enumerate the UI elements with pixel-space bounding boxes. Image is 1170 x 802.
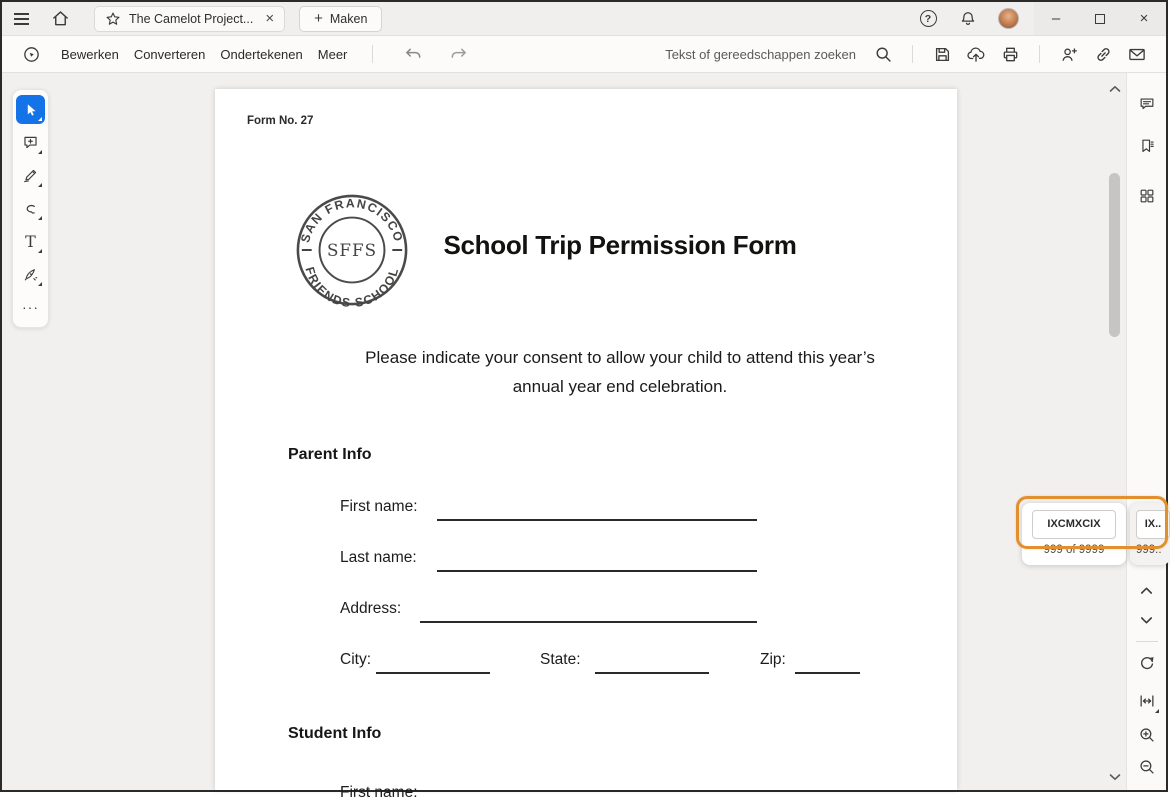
envelope-icon xyxy=(1127,45,1147,64)
more-tools-button[interactable] xyxy=(16,293,45,322)
zip-blank-line[interactable] xyxy=(795,672,860,674)
right-sidebar xyxy=(1126,73,1166,790)
first-name-blank-line[interactable] xyxy=(437,519,757,521)
undo-icon xyxy=(404,46,423,63)
link-icon xyxy=(1094,45,1113,64)
document-canvas xyxy=(2,73,1166,801)
city-label: City: xyxy=(340,651,371,668)
pen-nib-icon xyxy=(22,266,39,283)
zoom-in-icon xyxy=(1138,726,1156,744)
last-name-label: Last name: xyxy=(340,549,417,566)
grid-icon xyxy=(1138,187,1156,205)
student-info-heading: Student Info xyxy=(288,725,382,742)
previous-page-button[interactable] xyxy=(1132,575,1162,605)
chevron-down-icon xyxy=(1109,773,1121,781)
intro-line-1: Please indicate your consent to allow your child to attend this year’s xyxy=(365,348,875,367)
logo-top-text: SAN FRANCISCO xyxy=(298,196,406,245)
state-blank-line[interactable] xyxy=(595,672,709,674)
share-link-button[interactable] xyxy=(1088,41,1118,67)
intro-text xyxy=(275,343,965,401)
fill-sign-tool-button[interactable] xyxy=(16,260,45,289)
draw-tool-button[interactable] xyxy=(16,161,45,190)
comments-panel-button[interactable] xyxy=(1132,89,1162,119)
new-tab-label: Maken xyxy=(329,11,368,26)
scrollbar-thumb[interactable] xyxy=(1109,173,1120,337)
title-bar xyxy=(2,2,1166,36)
undo-button[interactable] xyxy=(398,41,428,67)
window-controls xyxy=(1034,2,1166,35)
comment-tool-button[interactable] xyxy=(16,128,45,157)
cloud-upload-icon xyxy=(966,45,986,64)
rotate-page-button[interactable] xyxy=(1132,648,1162,678)
hamburger-menu-icon[interactable] xyxy=(2,13,40,25)
menu-converteren[interactable]: Converteren xyxy=(133,46,206,62)
save-button[interactable] xyxy=(927,41,957,67)
zip-label: Zip: xyxy=(760,651,786,668)
quick-tools-palette xyxy=(12,89,49,328)
upload-cloud-button[interactable] xyxy=(961,41,991,67)
save-icon xyxy=(933,45,952,64)
close-button[interactable]: × xyxy=(1139,10,1149,27)
maximize-icon xyxy=(1095,14,1105,24)
divider xyxy=(372,45,373,63)
page-count-label-truncated: 999.. xyxy=(1136,544,1162,556)
add-text-tool-button[interactable] xyxy=(16,227,45,256)
fit-width-button[interactable] xyxy=(1132,686,1162,716)
menu-bewerken[interactable]: Bewerken xyxy=(61,46,119,62)
select-tool-button[interactable] xyxy=(16,95,45,124)
bookmarks-panel-button[interactable] xyxy=(1132,131,1162,161)
printer-icon xyxy=(1001,45,1020,64)
zoom-out-button[interactable] xyxy=(1132,752,1162,782)
divider xyxy=(912,45,913,63)
intro-line-2: annual year end celebration. xyxy=(512,377,728,396)
lasso-icon xyxy=(22,200,39,217)
assistant-icon xyxy=(22,45,41,64)
page-number-input-truncated[interactable]: IX.. xyxy=(1136,510,1170,539)
divider xyxy=(1136,641,1158,642)
tab-close-icon[interactable]: × xyxy=(265,10,275,27)
logo-center-text: SFFS xyxy=(327,239,377,260)
pencil-icon xyxy=(22,167,39,184)
vertical-scrollbar[interactable] xyxy=(1105,73,1125,790)
email-button[interactable] xyxy=(1122,41,1152,67)
cursor-icon xyxy=(23,102,39,118)
menu-ondertekenen[interactable]: Ondertekenen xyxy=(220,46,303,62)
notifications-button[interactable] xyxy=(948,2,988,35)
chevron-up-icon xyxy=(1140,586,1153,595)
document-tab[interactable] xyxy=(94,6,285,32)
city-blank-line[interactable] xyxy=(376,672,490,674)
home-icon[interactable] xyxy=(40,2,80,35)
next-page-button[interactable] xyxy=(1132,605,1162,635)
account-button[interactable] xyxy=(988,2,1028,35)
address-blank-line[interactable] xyxy=(420,621,757,623)
help-button[interactable] xyxy=(908,2,948,35)
minimize-button[interactable]: – xyxy=(1051,10,1061,27)
logo-bottom-text: FRIENDS SCHOOL xyxy=(302,265,402,309)
avatar xyxy=(998,8,1019,29)
divider xyxy=(1039,45,1040,63)
bookmark-icon xyxy=(1138,137,1156,155)
plus-icon: + xyxy=(314,10,323,27)
redo-icon xyxy=(449,46,468,63)
document-title: School Trip Permission Form xyxy=(443,230,797,260)
page-number-input[interactable]: IXCMXCIX xyxy=(1032,510,1116,539)
search-input[interactable]: Tekst of gereedschappen zoeken xyxy=(665,46,856,62)
first-name-label: First name: xyxy=(340,498,418,515)
tab-title: The Camelot Project... xyxy=(129,11,254,26)
comment-add-icon xyxy=(22,134,39,151)
menu-meer[interactable]: Meer xyxy=(317,46,348,62)
add-person-icon xyxy=(1059,45,1079,64)
all-tools-button[interactable] xyxy=(16,41,46,67)
fit-width-icon xyxy=(1138,692,1156,710)
student-first-name-label-partial: First name: xyxy=(340,784,418,801)
help-icon: ? xyxy=(920,10,937,27)
text-tool-icon: T xyxy=(25,231,36,251)
last-name-blank-line[interactable] xyxy=(437,570,757,572)
rotate-icon xyxy=(1138,654,1156,672)
chevron-up-icon xyxy=(1109,85,1121,93)
new-tab-button[interactable] xyxy=(299,6,382,32)
scroll-up-button[interactable] xyxy=(1105,79,1125,99)
comments-icon xyxy=(1138,95,1156,113)
search-button[interactable] xyxy=(868,41,898,67)
print-button[interactable] xyxy=(995,41,1025,67)
address-label: Address: xyxy=(340,600,402,617)
scroll-down-button[interactable] xyxy=(1105,767,1125,787)
redo-button[interactable] xyxy=(443,41,473,67)
ellipsis-icon: ··· xyxy=(22,298,39,315)
share-with-people-button[interactable] xyxy=(1054,41,1084,67)
page-number-popup xyxy=(1022,503,1126,565)
chevron-down-icon xyxy=(1140,616,1153,625)
zoom-in-button[interactable] xyxy=(1132,720,1162,750)
bell-icon xyxy=(959,10,977,28)
form-number: Form No. 27 xyxy=(247,115,314,127)
maximize-button[interactable] xyxy=(1078,2,1122,35)
zoom-out-icon xyxy=(1138,758,1156,776)
lasso-tool-button[interactable] xyxy=(16,194,45,223)
page-number-popup-truncated xyxy=(1130,503,1170,565)
page-count-label: 999 of 9999 xyxy=(1043,544,1105,556)
main-toolbar xyxy=(2,36,1166,73)
parent-info-heading: Parent Info xyxy=(288,446,372,463)
search-icon xyxy=(874,45,893,64)
svg-text:FRIENDS SCHOOL xyxy=(303,265,402,309)
page-thumbnails-button[interactable] xyxy=(1132,181,1162,211)
star-icon[interactable] xyxy=(105,11,121,27)
state-label: State: xyxy=(540,651,581,668)
pdf-page[interactable] xyxy=(215,89,957,801)
